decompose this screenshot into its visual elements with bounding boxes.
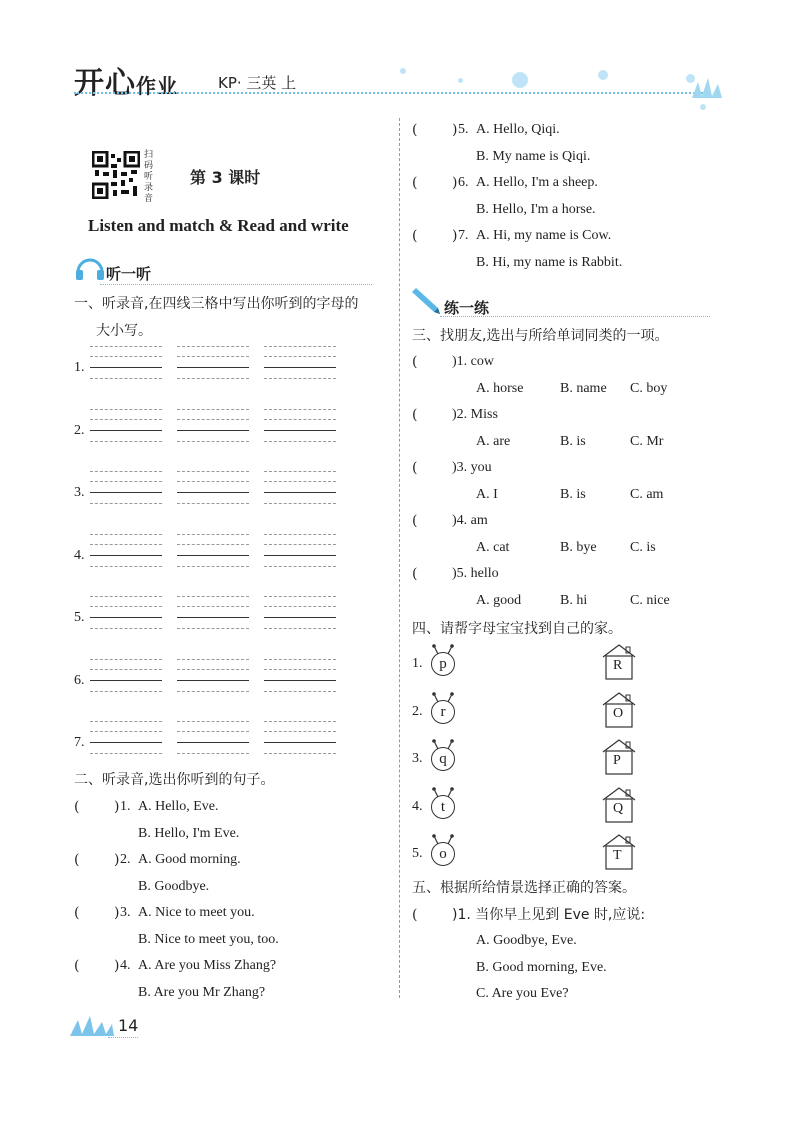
four-line-grid[interactable] xyxy=(264,659,336,691)
option-a: A. Nice to meet you. xyxy=(138,905,255,920)
answer-paren[interactable]: ( xyxy=(412,175,418,191)
page-subtitle: Listen and match & Read and write xyxy=(88,216,349,235)
letter-bubble[interactable]: t xyxy=(431,795,455,819)
question-word: )2. Miss xyxy=(452,407,498,422)
four-line-grid[interactable] xyxy=(177,659,249,691)
q1-number: 1. xyxy=(74,360,85,375)
pencil-icon xyxy=(410,284,444,316)
answer-paren[interactable]: ( xyxy=(74,958,80,974)
letter-bubble[interactable]: p xyxy=(431,652,455,676)
four-line-grid[interactable] xyxy=(264,534,336,566)
answer-paren[interactable]: ( xyxy=(74,852,80,868)
question-number: 1. xyxy=(120,799,131,814)
brand-logo: 开心作业 xyxy=(74,66,178,101)
house-letter: R xyxy=(613,658,623,673)
q3-title: 三、找朋友,选出与所给单词同类的一项。 xyxy=(412,328,669,344)
grass-icon xyxy=(690,76,724,100)
q1-title-cont: 大小写。 xyxy=(96,323,152,339)
option-c: C. am xyxy=(630,486,664,502)
option-a: A. I xyxy=(476,486,498,502)
four-line-grid[interactable] xyxy=(90,659,162,691)
option-b: B. bye xyxy=(560,539,597,555)
answer-paren[interactable]: ( xyxy=(412,460,418,476)
answer-paren[interactable]: ( xyxy=(412,407,418,423)
answer-paren-close: ) xyxy=(452,175,458,191)
house-letter: Q xyxy=(613,800,624,816)
decor-bubble xyxy=(458,78,463,83)
page-number: 14 xyxy=(118,1016,139,1035)
header-rule xyxy=(74,92,710,94)
answer-paren[interactable]: ( xyxy=(74,799,80,815)
option-b: B. Goodbye. xyxy=(138,878,210,894)
q4-number: 1. xyxy=(412,656,423,671)
option-b: B. name xyxy=(560,380,607,396)
q5-question: )1. 当你早上见到 Eve 时,应说: xyxy=(452,907,646,923)
letter-bubble[interactable]: q xyxy=(431,747,455,771)
house-letter: T xyxy=(613,848,622,863)
answer-paren-close: ) xyxy=(114,905,120,921)
question-word: )5. hello xyxy=(452,566,499,581)
answer-paren-close: ) xyxy=(114,799,120,815)
question-number: 2. xyxy=(120,852,131,867)
answer-paren[interactable]: ( xyxy=(74,905,80,921)
four-line-grid[interactable] xyxy=(90,409,162,441)
course-label: KP· 三英 上 xyxy=(218,74,297,92)
four-line-grid[interactable] xyxy=(177,409,249,441)
four-line-grid[interactable] xyxy=(264,471,336,503)
option-a: A. cat xyxy=(476,539,510,555)
answer-paren-close: ) xyxy=(452,122,458,138)
four-line-grid[interactable] xyxy=(177,471,249,503)
q4-number: 2. xyxy=(412,703,423,719)
option-c: C. Mr xyxy=(630,433,664,449)
option-b: B. Hello, I'm a horse. xyxy=(476,201,596,217)
four-line-grid[interactable] xyxy=(264,721,336,753)
column-divider xyxy=(399,118,400,998)
option-c: C. nice xyxy=(630,592,670,608)
q1-number: 4. xyxy=(74,547,85,563)
option-a: A. horse xyxy=(476,380,524,396)
four-line-grid[interactable] xyxy=(90,534,162,566)
lesson-title: 第 3 课时 xyxy=(190,168,261,187)
decor-bubble xyxy=(512,72,528,88)
option-a: A. Hello, Eve. xyxy=(138,799,219,814)
option-a: A. are xyxy=(476,433,511,449)
q4-number: 4. xyxy=(412,798,423,814)
option-c: C. boy xyxy=(630,380,668,396)
q1-number: 6. xyxy=(74,672,85,688)
section-rule xyxy=(440,316,710,317)
option-b: B. is xyxy=(560,433,586,449)
four-line-grid[interactable] xyxy=(177,346,249,378)
option-b: B. Nice to meet you, too. xyxy=(138,931,279,947)
four-line-grid[interactable] xyxy=(264,596,336,628)
q5-option: B. Good morning, Eve. xyxy=(476,959,607,975)
q5-paren: ( xyxy=(412,907,418,923)
q2-title: 二、听录音,选出你听到的句子。 xyxy=(74,772,275,788)
q1-number: 7. xyxy=(74,735,85,750)
four-line-grid[interactable] xyxy=(90,721,162,753)
option-b: B. My name is Qiqi. xyxy=(476,148,591,164)
option-b: B. is xyxy=(560,486,586,502)
section-rule xyxy=(100,284,372,285)
q5-option: A. Goodbye, Eve. xyxy=(476,933,577,948)
letter-bubble[interactable]: r xyxy=(431,700,455,724)
answer-paren-close: ) xyxy=(452,228,458,244)
q1-title: 一、听录音,在四线三格中写出你听到的字母的 xyxy=(74,296,359,312)
question-word: )4. am xyxy=(452,513,488,528)
question-number: 6. xyxy=(458,175,469,190)
question-word: )3. you xyxy=(452,460,492,475)
four-line-grid[interactable] xyxy=(90,346,162,378)
option-a: A. Hello, I'm a sheep. xyxy=(476,175,598,190)
option-b: B. hi xyxy=(560,592,588,608)
q1-number: 2. xyxy=(74,422,85,438)
option-b: B. Hi, my name is Rabbit. xyxy=(476,254,623,270)
four-line-grid[interactable] xyxy=(177,721,249,753)
option-a: A. Hello, Qiqi. xyxy=(476,122,560,137)
answer-paren[interactable]: ( xyxy=(412,566,418,582)
option-a: A. Hi, my name is Cow. xyxy=(476,228,612,243)
option-a: A. Good morning. xyxy=(138,852,241,867)
four-line-grid[interactable] xyxy=(264,346,336,378)
q1-number: 3. xyxy=(74,485,85,500)
answer-paren[interactable]: ( xyxy=(412,122,418,138)
q4-number: 3. xyxy=(412,751,423,766)
section-listen-title: 听一听 xyxy=(106,265,152,283)
decor-bubble xyxy=(400,68,406,74)
four-line-grid[interactable] xyxy=(90,471,162,503)
answer-paren-close: ) xyxy=(114,852,120,868)
answer-paren[interactable]: ( xyxy=(412,513,418,529)
answer-paren-close: ) xyxy=(114,958,120,974)
option-c: C. is xyxy=(630,539,656,555)
four-line-grid[interactable] xyxy=(90,596,162,628)
option-b: B. Hello, I'm Eve. xyxy=(138,825,240,841)
question-word: )1. cow xyxy=(452,354,494,369)
footer-rule xyxy=(108,1037,138,1038)
headphones-icon xyxy=(74,252,106,282)
answer-paren[interactable]: ( xyxy=(412,228,418,244)
question-number: 5. xyxy=(458,122,469,137)
option-a: A. good xyxy=(476,592,522,608)
question-number: 7. xyxy=(458,228,469,243)
question-number: 3. xyxy=(120,905,131,920)
q5-option: C. Are you Eve? xyxy=(476,986,569,1001)
house-letter: O xyxy=(613,705,624,721)
four-line-grid[interactable] xyxy=(177,596,249,628)
letter-bubble[interactable]: o xyxy=(431,842,455,866)
four-line-grid[interactable] xyxy=(177,534,249,566)
option-b: B. Are you Mr Zhang? xyxy=(138,984,266,1000)
section-practice-title: 练一练 xyxy=(444,299,490,317)
decor-bubble xyxy=(700,104,706,110)
q4-title: 四、请帮字母宝宝找到自己的家。 xyxy=(412,621,622,637)
decor-bubble xyxy=(598,70,608,80)
q1-number: 5. xyxy=(74,610,85,625)
house-letter: P xyxy=(613,753,621,768)
qr-label: 扫码听录音 xyxy=(144,150,154,204)
option-a: A. Are you Miss Zhang? xyxy=(138,958,277,973)
qr-code-icon xyxy=(92,151,140,199)
question-number: 4. xyxy=(120,958,131,973)
answer-paren[interactable]: ( xyxy=(412,354,418,370)
four-line-grid[interactable] xyxy=(264,409,336,441)
grass-icon xyxy=(68,1012,116,1038)
q5-title: 五、根据所给情景选择正确的答案。 xyxy=(412,880,636,896)
q4-number: 5. xyxy=(412,846,423,861)
